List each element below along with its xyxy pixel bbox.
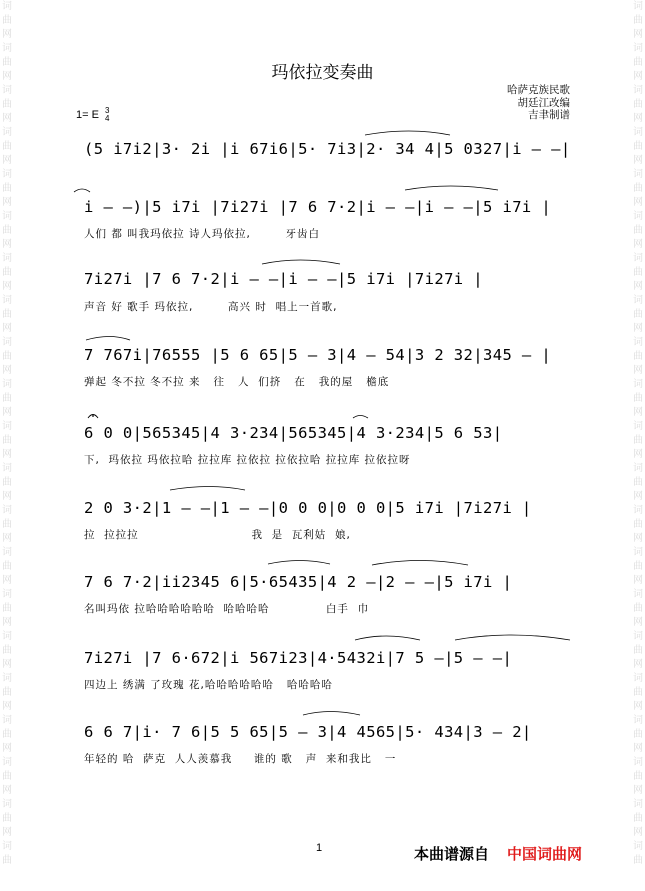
credit-arranger: 胡廷江改编: [517, 96, 570, 109]
watermark-char: 曲: [633, 393, 643, 404]
slur: [86, 337, 130, 341]
watermark-char: 网: [633, 659, 643, 670]
source-prefix: 本曲谱源自: [414, 845, 490, 863]
fermata: [88, 415, 98, 419]
watermark-char: 网: [2, 659, 12, 670]
notation-line: 6 0 0|565345|4 3·234|565345|4 3·234|5 6 53|: [84, 424, 503, 442]
watermark-char: 词: [2, 127, 12, 138]
slur: [353, 416, 368, 419]
slur: [372, 561, 468, 566]
watermark-char: 曲: [2, 15, 12, 26]
watermark-char: 曲: [2, 57, 12, 68]
watermark-char: 词: [2, 295, 12, 306]
watermark-char: 词: [633, 631, 643, 642]
watermark-char: 曲: [2, 477, 12, 488]
watermark-char: 曲: [2, 645, 12, 656]
lyric-line: 下, 玛依拉 玛依拉哈 拉拉库 拉依拉 拉依拉哈 拉拉库 拉依拉呀: [84, 454, 411, 466]
watermark-right: [631, 0, 645, 891]
watermark-char: 网: [633, 785, 643, 796]
watermark-char: 网: [2, 449, 12, 460]
watermark-char: 曲: [633, 645, 643, 656]
watermark-char: 曲: [633, 729, 643, 740]
watermark-char: 词: [633, 1, 643, 12]
watermark-char: 曲: [633, 15, 643, 26]
watermark-left: [0, 0, 14, 891]
watermark-char: 网: [2, 365, 12, 376]
watermark-char: 网: [633, 575, 643, 586]
watermark-char: 曲: [633, 435, 643, 446]
watermark-char: 网: [633, 155, 643, 166]
watermark-char: 词: [633, 463, 643, 474]
watermark-char: 词: [2, 589, 12, 600]
watermark-char: 词: [2, 85, 12, 96]
watermark-char: 网: [2, 533, 12, 544]
watermark-char: 曲: [633, 771, 643, 782]
notation-line: (5 i7i2|3· 2i |i 67i6|5· 7i3|2· 34 4|5 0327|i — —|: [84, 140, 571, 158]
watermark-char: 网: [633, 449, 643, 460]
watermark-char: 曲: [2, 309, 12, 320]
watermark-char: 网: [2, 239, 12, 250]
notation-line: 7 6 7·2|ii2345 6|5·65435|4 2 —|2 — —|5 i7i |: [84, 573, 513, 591]
watermark-char: 词: [633, 505, 643, 516]
watermark-char: 曲: [633, 477, 643, 488]
time-numerator: 3: [105, 106, 110, 115]
watermark-char: 词: [2, 631, 12, 642]
watermark-char: 词: [2, 169, 12, 180]
watermark-char: 词: [633, 85, 643, 96]
watermark-char: 词: [633, 169, 643, 180]
slur: [365, 131, 450, 135]
watermark-char: 网: [2, 323, 12, 334]
lyric-line: 四边上 绣满 了玫瑰 花,哈哈哈哈哈哈 哈哈哈哈: [84, 679, 333, 691]
watermark-char: 网: [2, 827, 12, 838]
watermark-char: 网: [633, 29, 643, 40]
watermark-char: 曲: [633, 813, 643, 824]
notation-line: i — —)|5 i7i |7i27i |7 6 7·2|i — —|i — —|5 i7i |: [84, 198, 552, 216]
watermark-char: 网: [633, 197, 643, 208]
page-number: 1: [316, 842, 323, 854]
lyric-line: 人们 都 叫我玛依拉 诗人玛依拉, 牙齿白: [84, 228, 321, 240]
watermark-char: 网: [2, 743, 12, 754]
watermark-char: 词: [633, 799, 643, 810]
watermark-char: 曲: [2, 267, 12, 278]
watermark-char: 曲: [633, 603, 643, 614]
watermark-char: 曲: [633, 267, 643, 278]
watermark-char: 曲: [2, 771, 12, 782]
watermark-char: 曲: [633, 183, 643, 194]
watermark-char: 网: [2, 71, 12, 82]
watermark-char: 网: [2, 407, 12, 418]
slur: [405, 186, 498, 190]
watermark-char: 网: [2, 281, 12, 292]
watermark-char: 网: [2, 575, 12, 586]
watermark-char: 网: [2, 197, 12, 208]
watermark-char: 曲: [2, 519, 12, 530]
fermata-dot: [92, 415, 94, 417]
watermark-char: 词: [633, 757, 643, 768]
slur: [455, 635, 570, 640]
watermark-char: 曲: [2, 729, 12, 740]
slur: [303, 712, 360, 716]
watermark-char: 曲: [633, 561, 643, 572]
lyric-line: 弹起 冬不拉 冬不拉 来 往 人 们挤 在 我的屋 檐底: [84, 376, 390, 388]
watermark-char: 网: [633, 701, 643, 712]
watermark-char: 词: [633, 295, 643, 306]
time-denominator: 4: [105, 114, 110, 123]
watermark-char: 网: [2, 617, 12, 628]
lyric-line: 年轻的 哈 萨克 人人羡慕我 谁的 歌 声 来和我比 一: [84, 753, 397, 765]
notation-line: 2 0 3·2|1 — —|1 — —|0 0 0|0 0 0|5 i7i |7i27i |: [84, 499, 532, 517]
watermark-char: 词: [633, 253, 643, 264]
watermark-char: 曲: [633, 351, 643, 362]
watermark-char: 词: [633, 547, 643, 558]
watermark-char: 曲: [633, 519, 643, 530]
key-label: 1= E: [76, 108, 99, 121]
watermark-char: 曲: [2, 183, 12, 194]
watermark-char: 词: [2, 673, 12, 684]
notation-line: 7 767i|76555 |5 6 65|5 — 3|4 — 54|3 2 32|345 — |: [84, 346, 552, 364]
watermark-char: 网: [633, 113, 643, 124]
watermark-char: 词: [2, 43, 12, 54]
watermark-char: 词: [633, 421, 643, 432]
watermark-char: 网: [633, 617, 643, 628]
score-title: 玛依拉变奏曲: [271, 63, 374, 83]
watermark-char: 曲: [2, 687, 12, 698]
watermark-char: 词: [2, 253, 12, 264]
watermark-char: 曲: [633, 141, 643, 152]
watermark-char: 网: [633, 365, 643, 376]
watermark-char: 曲: [2, 561, 12, 572]
watermark-char: 词: [633, 589, 643, 600]
watermark-char: 词: [2, 211, 12, 222]
watermark-char: 网: [633, 239, 643, 250]
watermark-char: 网: [633, 407, 643, 418]
watermark-char: 词: [2, 505, 12, 516]
site-brand: 中国词曲网: [507, 845, 583, 863]
watermark-char: 词: [2, 841, 12, 852]
watermark-char: 曲: [633, 225, 643, 236]
watermark-char: 曲: [2, 351, 12, 362]
slur: [262, 260, 340, 264]
watermark-char: 曲: [2, 813, 12, 824]
watermark-char: 词: [2, 715, 12, 726]
watermark-char: 曲: [2, 855, 12, 866]
slur: [74, 189, 90, 192]
watermark-char: 网: [2, 29, 12, 40]
slur: [268, 561, 330, 565]
watermark-char: 词: [633, 379, 643, 390]
watermark-char: 网: [2, 491, 12, 502]
watermark-char: 曲: [633, 855, 643, 866]
lyric-line: 拉 拉拉拉 我 是 瓦利姑 娘,: [84, 529, 351, 541]
notation-line: 6 6 7|i· 7 6|5 5 65|5 — 3|4 4565|5· 434|3 — 2|: [84, 723, 532, 741]
credit-transcriber: 吉聿制谱: [528, 109, 570, 121]
watermark-char: 词: [2, 1, 12, 12]
watermark-char: 网: [633, 827, 643, 838]
watermark-char: 词: [2, 547, 12, 558]
watermark-char: 网: [2, 701, 12, 712]
watermark-char: 曲: [633, 57, 643, 68]
watermark-char: 网: [633, 71, 643, 82]
watermark-char: 词: [2, 337, 12, 348]
watermark-char: 曲: [633, 99, 643, 110]
watermark-char: 曲: [2, 435, 12, 446]
watermark-char: 网: [2, 155, 12, 166]
watermark-char: 词: [2, 421, 12, 432]
watermark-char: 词: [633, 673, 643, 684]
watermark-char: 网: [2, 785, 12, 796]
watermark-char: 词: [2, 379, 12, 390]
watermark-char: 词: [633, 43, 643, 54]
credits: [507, 84, 570, 122]
watermark-char: 词: [633, 211, 643, 222]
watermark-char: 词: [2, 463, 12, 474]
notation-line: 7i27i |7 6 7·2|i — —|i — —|5 i7i |7i27i |: [84, 270, 484, 288]
watermark-char: 词: [2, 799, 12, 810]
lyric-line: 声音 好 歌手 玛依拉, 高兴 时 唱上一首歌,: [84, 301, 338, 313]
watermark-char: 网: [633, 533, 643, 544]
watermark-char: 词: [633, 127, 643, 138]
watermark-char: 网: [633, 323, 643, 334]
time-signature: [105, 107, 109, 123]
watermark-char: 词: [633, 715, 643, 726]
watermark-char: 网: [2, 113, 12, 124]
watermark-char: 曲: [633, 309, 643, 320]
watermark-char: 曲: [2, 603, 12, 614]
watermark-char: 曲: [2, 99, 12, 110]
slur: [355, 636, 420, 640]
watermark-char: 网: [633, 491, 643, 502]
watermark-char: 网: [633, 281, 643, 292]
watermark-char: 词: [2, 757, 12, 768]
credit-origin: 哈萨克族民歌: [507, 84, 570, 96]
notation-line: 7i27i |7 6·672|i 567i23|4·5432i|7 5 —|5 — —|: [84, 649, 513, 667]
key-signature: [76, 107, 109, 123]
watermark-char: 曲: [2, 393, 12, 404]
watermark-char: 网: [633, 743, 643, 754]
watermark-char: 词: [633, 337, 643, 348]
watermark-char: 曲: [2, 225, 12, 236]
source-footer: [414, 843, 582, 864]
slur: [170, 487, 245, 491]
watermark-char: 词: [633, 841, 643, 852]
lyric-line: 名叫玛依 拉哈哈哈哈哈哈 哈哈哈哈 白手 巾: [84, 603, 370, 615]
watermark-char: 曲: [633, 687, 643, 698]
watermark-char: 曲: [2, 141, 12, 152]
